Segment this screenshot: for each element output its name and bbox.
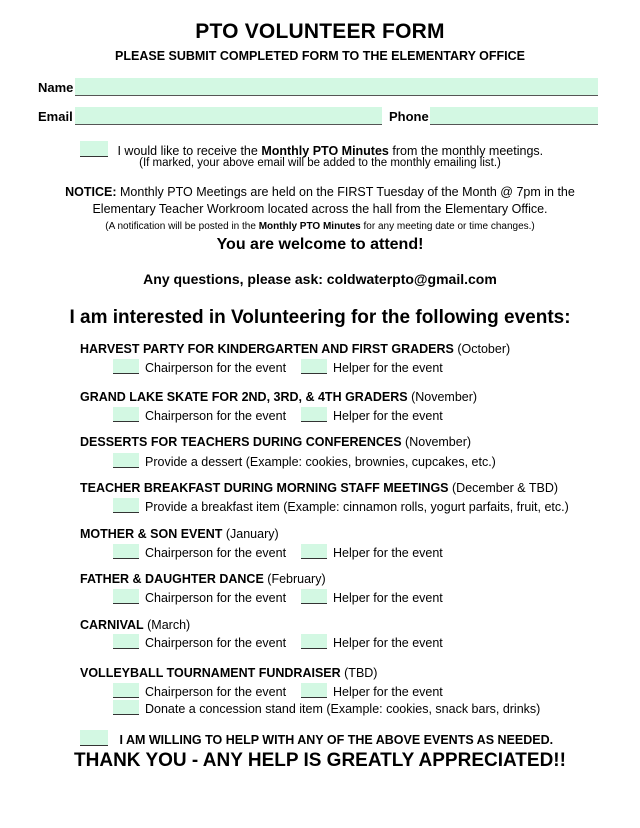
event-option xyxy=(301,407,443,423)
event-option xyxy=(113,359,286,375)
option-checkbox[interactable] xyxy=(113,453,139,468)
notice-small xyxy=(0,221,640,232)
event-title: CARNIVAL xyxy=(80,618,144,632)
name-label: Name xyxy=(38,80,74,95)
option-checkbox[interactable] xyxy=(301,634,327,649)
option-checkbox[interactable] xyxy=(113,700,139,715)
willing-row xyxy=(80,730,553,747)
option-label: Chairperson for the event xyxy=(145,591,287,605)
event-title: TEACHER BREAKFAST DURING MORNING STAFF MEETINGS xyxy=(80,481,449,495)
event-when: (March) xyxy=(147,618,191,632)
event-header xyxy=(80,572,326,586)
option-checkbox[interactable] xyxy=(301,359,327,374)
section-title: I am interested in Volunteering for the following events: xyxy=(69,307,571,328)
page-subtitle: PLEASE SUBMIT COMPLETED FORM TO THE ELEMENTARY OFFICE xyxy=(115,49,525,63)
option-checkbox[interactable] xyxy=(113,589,139,604)
option-label: Chairperson for the event xyxy=(145,685,287,699)
email-field[interactable] xyxy=(75,107,382,125)
willing-text: I AM WILLING TO HELP WITH ANY OF THE ABOVE EVENTS AS NEEDED. xyxy=(119,733,554,747)
notice-small-suffix: for any meeting date or time changes.) xyxy=(363,221,535,232)
notice-small-bold: Monthly PTO Minutes xyxy=(258,221,361,232)
event-header xyxy=(80,342,510,356)
notice-text-1: Monthly PTO Meetings are held on the FIRST Tuesday of the Month @ 7pm in the xyxy=(120,185,575,199)
minutes-prefix: I would like to receive the xyxy=(117,144,258,158)
option-label: Helper for the event xyxy=(333,685,443,699)
event-option xyxy=(113,498,569,514)
event-option xyxy=(113,453,496,469)
option-label: Provide a dessert (Example: cookies, brownies, cupcakes, etc.) xyxy=(145,455,496,469)
email-label: Email xyxy=(38,109,73,124)
event-title: MOTHER & SON EVENT xyxy=(80,527,223,541)
minutes-note: (If marked, your above email will be added to the monthly emailing list.) xyxy=(139,157,501,169)
notice-line1 xyxy=(0,185,640,199)
option-checkbox[interactable] xyxy=(113,498,139,513)
event-title: VOLLEYBALL TOURNAMENT FUNDRAISER xyxy=(80,666,341,680)
option-label: Provide a breakfast item (Example: cinnamon rolls, yogurt parfaits, fruit, etc.) xyxy=(145,500,569,514)
page-title: PTO VOLUNTEER FORM xyxy=(195,20,445,43)
event-title: GRAND LAKE SKATE FOR 2ND, 3RD, & 4TH GRADERS xyxy=(80,390,408,404)
event-when: (January) xyxy=(225,527,279,541)
event-when: (February) xyxy=(267,572,326,586)
event-header xyxy=(80,527,279,541)
event-option xyxy=(301,589,443,605)
event-header xyxy=(80,435,471,449)
minutes-bold: Monthly PTO Minutes xyxy=(261,144,389,158)
minutes-checkbox[interactable] xyxy=(80,141,108,157)
name-field[interactable] xyxy=(75,78,598,96)
option-label: Helper for the event xyxy=(333,409,443,423)
event-when: (November) xyxy=(411,390,478,404)
event-option xyxy=(113,407,286,423)
event-header xyxy=(80,481,558,495)
notice-small-prefix: (A notification will be posted in the xyxy=(105,221,256,232)
event-option xyxy=(113,589,286,605)
event-option xyxy=(113,544,286,560)
event-when: (TBD) xyxy=(344,666,378,680)
event-option xyxy=(301,359,443,375)
event-option xyxy=(113,700,540,716)
event-title: HARVEST PARTY FOR KINDERGARTEN AND FIRST GRADERS xyxy=(80,342,454,356)
option-label: Helper for the event xyxy=(333,361,443,375)
option-label: Chairperson for the event xyxy=(145,361,287,375)
event-when: (December & TBD) xyxy=(452,481,559,495)
option-checkbox[interactable] xyxy=(113,683,139,698)
option-checkbox[interactable] xyxy=(301,407,327,422)
option-checkbox[interactable] xyxy=(113,544,139,559)
option-label: Helper for the event xyxy=(333,636,443,650)
option-label: Donate a concession stand item (Example: cookies, snack bars, drinks) xyxy=(145,702,541,716)
event-when: (November) xyxy=(405,435,472,449)
event-option xyxy=(113,683,286,699)
option-label: Chairperson for the event xyxy=(145,636,287,650)
notice-line2: Elementary Teacher Workroom located across the hall from the Elementary Office. xyxy=(92,202,548,216)
willing-checkbox[interactable] xyxy=(80,730,108,746)
welcome-text: You are welcome to attend! xyxy=(216,236,424,253)
event-header xyxy=(80,666,377,680)
option-checkbox[interactable] xyxy=(301,589,327,604)
event-option xyxy=(301,544,443,560)
phone-label: Phone xyxy=(389,109,429,124)
option-label: Helper for the event xyxy=(333,591,443,605)
event-title: FATHER & DAUGHTER DANCE xyxy=(80,572,264,586)
option-checkbox[interactable] xyxy=(301,544,327,559)
event-header xyxy=(80,618,190,632)
event-option xyxy=(301,634,443,650)
option-label: Chairperson for the event xyxy=(145,546,287,560)
option-label: Helper for the event xyxy=(333,546,443,560)
questions-text: Any questions, please ask: coldwaterpto@gmail.com xyxy=(143,271,497,287)
minutes-opt-in xyxy=(80,141,543,158)
event-option xyxy=(113,634,286,650)
thank-you-text: THANK YOU - ANY HELP IS GREATLY APPRECIATED!! xyxy=(74,750,566,771)
event-title: DESSERTS FOR TEACHERS DURING CONFERENCES xyxy=(80,435,402,449)
notice-label: NOTICE: xyxy=(65,185,117,199)
option-checkbox[interactable] xyxy=(113,634,139,649)
minutes-suffix: from the monthly meetings. xyxy=(392,144,544,158)
option-checkbox[interactable] xyxy=(113,407,139,422)
event-header xyxy=(80,390,477,404)
option-checkbox[interactable] xyxy=(301,683,327,698)
option-checkbox[interactable] xyxy=(113,359,139,374)
phone-field[interactable] xyxy=(430,107,598,125)
event-when: (October) xyxy=(457,342,511,356)
event-option xyxy=(301,683,443,699)
option-label: Chairperson for the event xyxy=(145,409,287,423)
